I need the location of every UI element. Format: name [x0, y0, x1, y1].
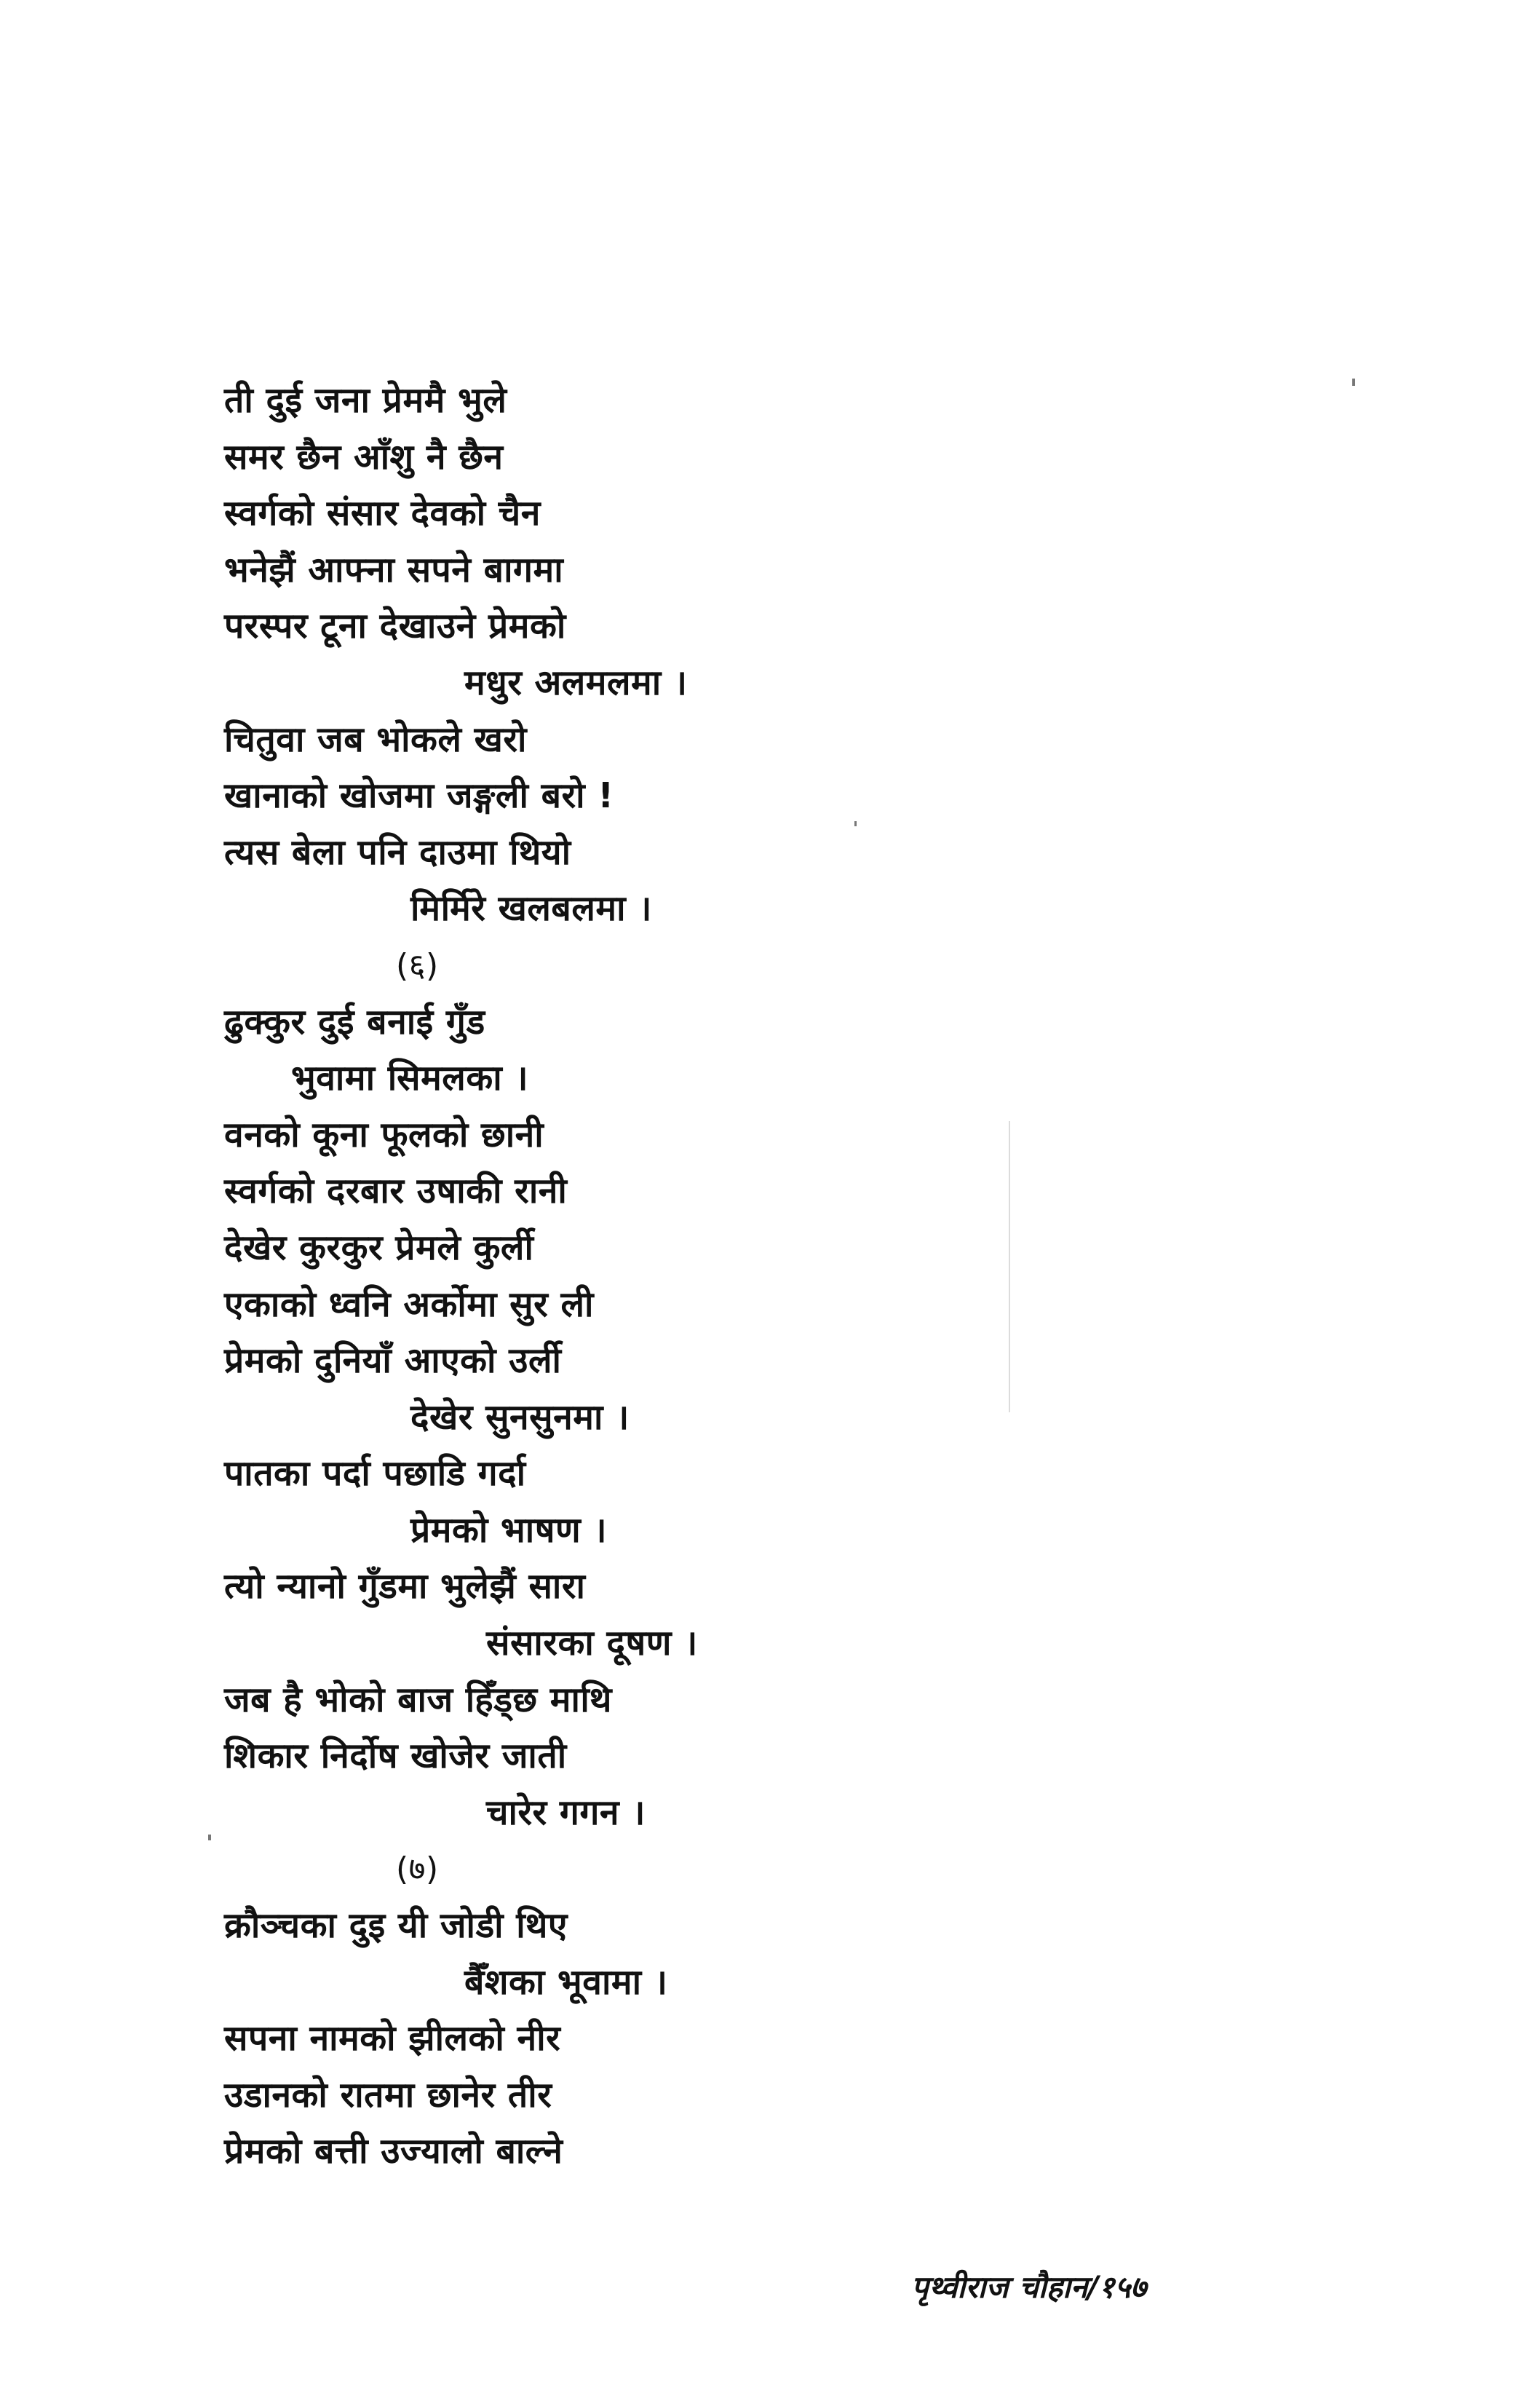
- scan-speck: [854, 821, 857, 826]
- running-footer: पृथ्वीराज चौहान/१५७: [911, 2269, 1147, 2305]
- poem-line: समर छैन आँशु नै छैन: [224, 436, 504, 478]
- poem-line: प्रेमको दुनियाँ आएको उर्ली: [224, 1340, 562, 1382]
- poem-line-indented: मधुर अलमलमा ।: [464, 662, 688, 703]
- scan-speck: [1352, 379, 1355, 386]
- poem-line: भनेझैं आफ्ना सपने बागमा: [224, 549, 564, 590]
- poem-line: उडानको रातमा छानेर तीर: [224, 2074, 552, 2116]
- section-number: (७): [396, 1851, 439, 1888]
- poem-line: ती दुई जना प्रेममै भुले: [224, 380, 507, 421]
- poem-line: सपना नामको झीलको नीर: [224, 2018, 561, 2059]
- scan-speck: [208, 1835, 211, 1840]
- poem-line-indented: भुवामा सिमलका ।: [291, 1058, 529, 1099]
- poem-line: परस्पर टूना देखाउने प्रेमको: [224, 606, 566, 647]
- poem-line: खानाको खोजमा जङ्गली बरो !: [224, 775, 614, 817]
- poem-line: प्रेमको बत्ती उज्यालो बाल्ने: [224, 2131, 563, 2172]
- scan-show-through-line: [1009, 1121, 1010, 1412]
- poem-line: शिकार निर्दोष खोजेर जाती: [224, 1736, 567, 1777]
- poem-line-indented: चारेर गगन ।: [486, 1792, 646, 1833]
- poem-line: जब है भोको बाज हिँड्छ माथि: [224, 1679, 612, 1720]
- poem-text: [224, 373, 777, 2180]
- poem-line: स्वर्गको दरबार उषाकी रानी: [224, 1171, 568, 1212]
- poem-line: क्रौञ्चका दुइ यी जोडी थिए: [224, 1905, 568, 1947]
- section-number: (६): [396, 946, 439, 984]
- poem-line: ढुक्कुर दुई बनाई गुँड: [224, 1001, 485, 1042]
- poem-line-indented: प्रेमको भाषण ।: [410, 1509, 608, 1551]
- poem-line: वनको कूना फूलको छानी: [224, 1114, 544, 1155]
- poem-line: त्यो न्यानो गुँडमा भुलेझैं सारा: [224, 1566, 586, 1607]
- poem-line: पातका पर्दा पछाडि गर्दा: [224, 1453, 526, 1495]
- poem-line-indented: संसारका दूषण ।: [486, 1623, 698, 1664]
- poem-line-indented: मिर्मिरे खलबलमा ।: [410, 888, 652, 930]
- poem-line-indented: देखेर सुनसुनमा ।: [410, 1396, 630, 1438]
- poem-line-indented: बैँशका भूवामा ।: [464, 1961, 668, 2003]
- poem-line: देखेर कुरकुर प्रेमले कुर्ली: [224, 1227, 534, 1268]
- poem-line: चितुवा जब भोकले खरो: [224, 719, 527, 760]
- poem-line: त्यस बेला पनि दाउमा थियो: [224, 831, 571, 873]
- poem-line: स्वर्गको संसार देवको चैन: [224, 493, 541, 534]
- poem-line: एकाको ध्वनि अर्कोमा सुर ली: [224, 1283, 594, 1325]
